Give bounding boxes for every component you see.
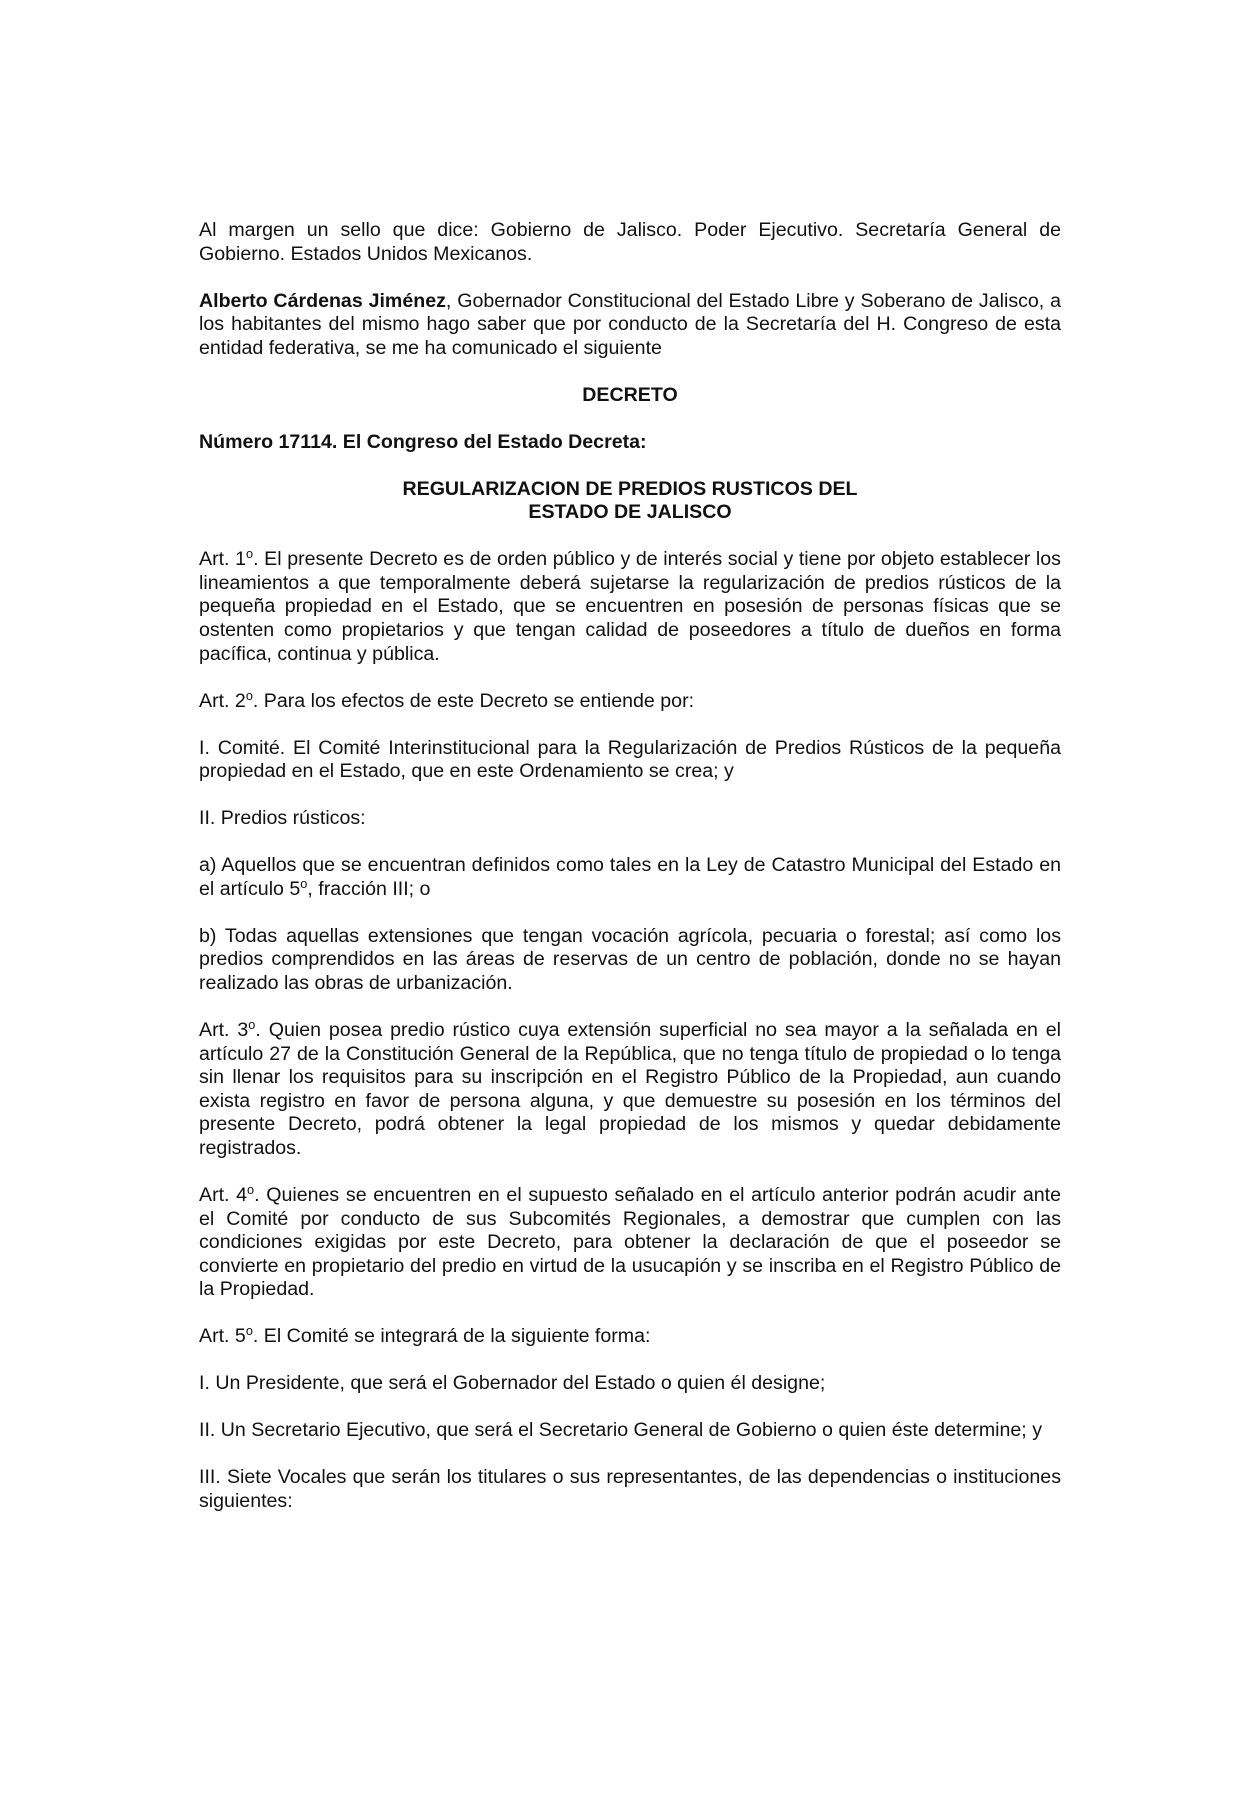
margin-note: Al margen un sello que dice: Gobierno de Jalisco. Poder Ejecutivo. Secretaría General de Gobierno. Estados Unidos Mexicanos. bbox=[199, 219, 1061, 265]
article-1-ordinal: o bbox=[246, 546, 254, 562]
decree-heading: DECRETO bbox=[582, 383, 678, 406]
article-1-text: . El presente Decreto es de orden público y de interés social y tiene por objeto establecer los lineamientos a que temporalmente deberá sujetarse la regularización de predios rústicos de la pequeña propiedad en el Estado, que se encuentren en posesión de personas físicas que se ostenten como propietarios y que tengan calidad de poseedores a título de dueños en forma pacífica, continua y pública. bbox=[199, 548, 1061, 665]
article-4-text: . Quienes se encuentren en el supuesto señalado en el artículo anterior podrán acudir ante el Comité por conducto de sus Subcomités Regionales, a demostrar que cumplen con las condiciones exigidas por este Decreto, para obtener la declaración de que el poseedor se convierte en propietario del predio en virtud de la usucapión y se inscriba en el Registro Público de la Propiedad. bbox=[199, 1183, 1061, 1301]
subsection-a-ordinal: o bbox=[300, 875, 308, 891]
article-5-fraction-2: II. Un Secretario Ejecutivo, que será el Secretario General de Gobierno o quien éste determine; y bbox=[199, 1419, 1042, 1442]
article-5-ordinal: o bbox=[245, 1323, 253, 1339]
article-5-fraction-3: III. Siete Vocales que serán los titulares o sus representantes, de las dependencias o instituciones siguientes: bbox=[199, 1466, 1061, 1512]
law-title bbox=[199, 478, 1061, 525]
article-5-text: . El Comité se integrará de la siguiente forma: bbox=[252, 1325, 651, 1348]
article-2-ordinal: o bbox=[245, 687, 253, 703]
article-3-label: Art. 3 bbox=[199, 1018, 249, 1041]
article-2-subsection-a bbox=[199, 854, 1061, 901]
law-title-line-2: ESTADO DE JALISCO bbox=[528, 501, 732, 524]
article-4-ordinal: o bbox=[247, 1181, 255, 1197]
article-4 bbox=[199, 1181, 1061, 1302]
article-2 bbox=[199, 687, 1061, 714]
article-1 bbox=[199, 548, 1061, 666]
article-3-ordinal: o bbox=[248, 1016, 256, 1032]
decree-number: Número 17114. El Congreso del Estado Decreta: bbox=[199, 430, 647, 453]
article-2-fraction-1: I. Comité. El Comité Interinstitucional para la Regularización de Predios Rústicos de la pequeña propiedad en el Estado, que en este Ordenamiento se crea; y bbox=[199, 736, 1061, 783]
article-2-fraction-2: II. Predios rústicos: bbox=[199, 807, 366, 830]
article-5-fraction-1: I. Un Presidente, que será el Gobernador del Estado o quien él designe; bbox=[199, 1372, 826, 1395]
governor-text: , Gobernador Constitucional del Estado Libre y Soberano de Jalisco, a los habitantes del mismo hago saber que por conducto de la Secretaría del H. Congreso de esta entidad federativa, se me ha comunicado el siguiente bbox=[199, 289, 1061, 359]
governor-name: Alberto Cárdenas Jiménez bbox=[199, 289, 446, 312]
article-2-subsection-b: b) Todas aquellas extensiones que tengan vocación agrícola, pecuaria o forestal; así como los predios comprendidos en las áreas de reservas de un centro de población, donde no se hayan realizado las obras de urbanización. bbox=[199, 924, 1061, 994]
subsection-a-text: a) Aquellos que se encuentran definidos como tales en la Ley de Catastro Municipal del Estado en el artículo 5 bbox=[199, 854, 1061, 900]
article-3 bbox=[199, 1016, 1062, 1161]
article-5 bbox=[199, 1325, 1061, 1349]
document-page bbox=[199, 219, 1061, 1537]
article-2-label: Art. 2 bbox=[199, 689, 246, 712]
article-3-text: . Quien posea predio rústico cuya extensión superficial no sea mayor a la señalada en el artículo 27 de la Constitución General de la República, que no tenga título de propiedad o lo tenga sin llenar los requisitos para su inscripción en el Registro Público de la Propiedad, aun cuando exista registro en favor de persona alguna, y que demuestre su posesión en los términos del presente Decreto, podrá obtener la legal propiedad de los mismos y quedar debidamente registrados. bbox=[199, 1018, 1062, 1159]
article-4-label: Art. 4 bbox=[199, 1183, 248, 1206]
article-2-text: . Para los efectos de este Decreto se entiende por: bbox=[252, 689, 695, 712]
subsection-a-tail: , fracción III; o bbox=[307, 877, 431, 900]
article-5-label: Art. 5 bbox=[199, 1325, 246, 1348]
article-1-label: Art. 1 bbox=[199, 548, 246, 571]
governor-paragraph bbox=[199, 290, 1061, 361]
law-title-line-1: REGULARIZACION DE PREDIOS RUSTICOS DEL bbox=[402, 477, 858, 500]
